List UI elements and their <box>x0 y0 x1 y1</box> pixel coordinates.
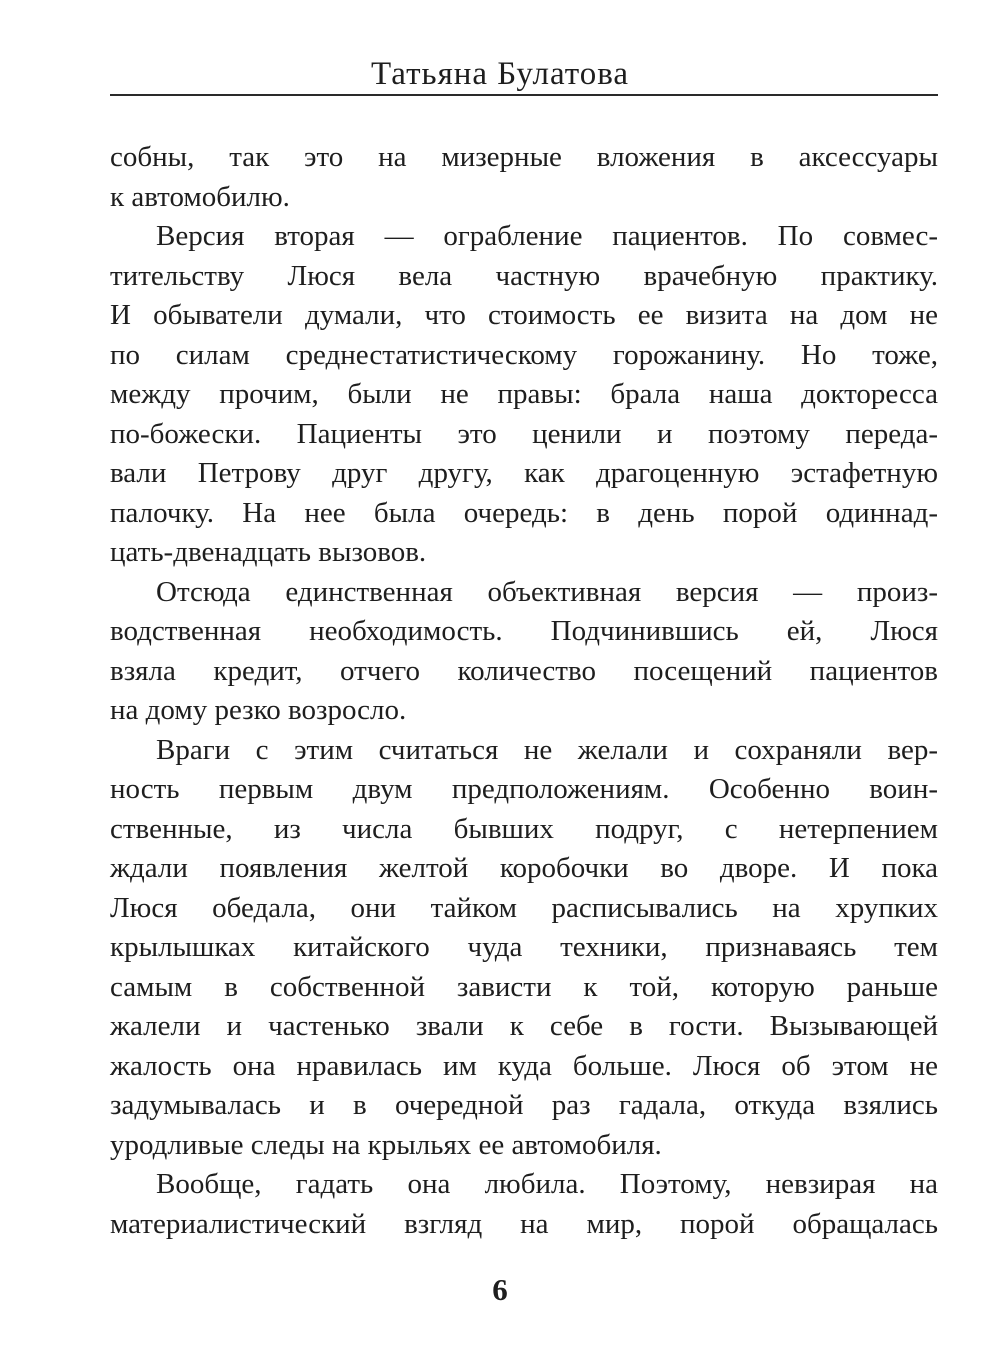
header-rule <box>110 94 938 96</box>
text-line: самым в собственной зависти к той, которую раньше <box>110 970 938 1003</box>
text-line: материалистический взгляд на мир, порой обращалась <box>110 1207 938 1240</box>
text-line: ность первым двум предположениям. Особенно воин- <box>110 773 938 805</box>
text-line: тительству Люся вела частную врачебную практику. <box>110 259 938 292</box>
text-line: уродливые следы на крыльях ее автомобиля. <box>110 1128 662 1161</box>
text-line: жалость она нравилась им куда больше. Люся об этом не <box>110 1049 938 1082</box>
text-line: между прочим, были не правы: брала наша докторесса <box>110 378 938 410</box>
text-line: вали Петрову друг другу, как драгоценную эстафетную <box>110 457 938 489</box>
page-number: 6 <box>492 1272 508 1307</box>
text-line: по силам среднестатистическому горожанину. Но тоже, <box>110 338 938 371</box>
text-line: Отсюда единственная объективная версия — произ- <box>156 575 938 608</box>
text-line: по-божески. Пациенты это ценили и поэтому переда- <box>110 417 938 450</box>
text-line: Версия вторая — ограбление пациентов. По совмес- <box>156 220 938 252</box>
text-line: палочку. На нее была очередь: в день порой одиннад- <box>110 496 938 529</box>
text-line: Враги с этим считаться не желали и сохраняли вер- <box>156 733 938 766</box>
text-line: Люся обедала, они тайком расписывались на хрупких <box>110 891 938 924</box>
text-line: водственная необходимость. Подчинившись ей, Люся <box>110 615 938 647</box>
text-line: взяла кредит, отчего количество посещений пациентов <box>110 654 938 687</box>
text-line: задумывалась и в очередной раз гадала, откуда взялись <box>110 1089 938 1121</box>
text-line: ждали появления желтой коробочки во дворе. И пока <box>110 852 938 884</box>
text-line: Вообще, гадать она любила. Поэтому, невзирая на <box>156 1168 938 1200</box>
running-head-author: Татьяна Булатова <box>370 56 630 92</box>
text-line: ственные, из числа бывших подруг, с нетерпением <box>110 812 938 845</box>
text-line: жалели и частенько звали к себе в гости. Вызывающей <box>110 1010 938 1042</box>
text-line: И обыватели думали, что стоимость ее визита на дом не <box>110 299 938 331</box>
text-line: на дому резко возросло. <box>110 694 407 726</box>
text-line: собны, так это на мизерные вложения в аксессуары <box>110 141 938 173</box>
text-line: цать-двенадцать вызовов. <box>110 536 427 568</box>
body-text <box>110 138 938 1244</box>
text-line: к автомобилю. <box>110 180 290 213</box>
text-line: крылышках китайского чуда техники, признаваясь тем <box>110 931 938 963</box>
